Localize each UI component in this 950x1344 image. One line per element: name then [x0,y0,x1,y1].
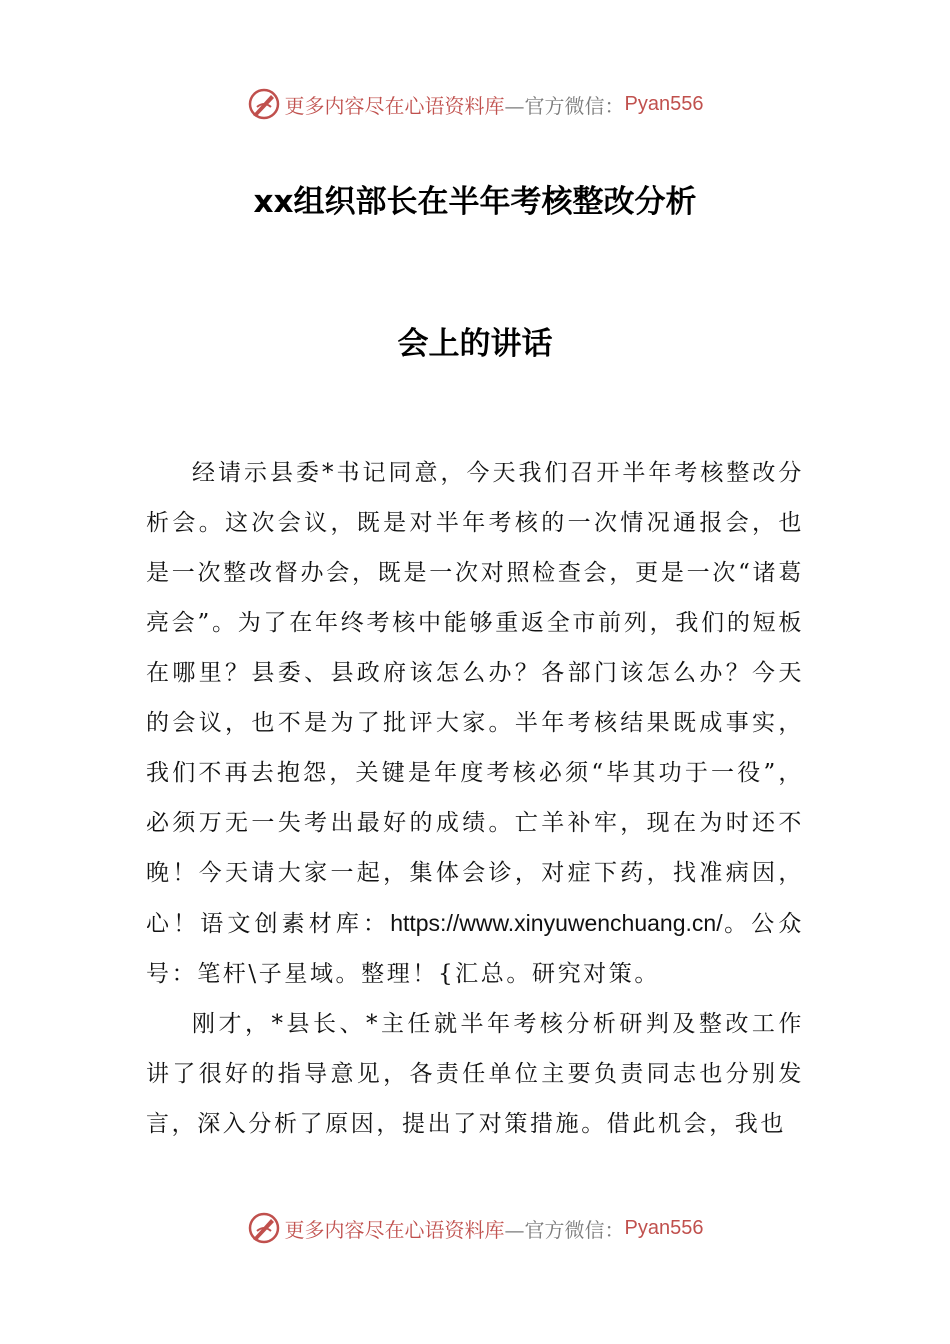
paragraph-1-tail: 。公众号：笔杆\子星域。整理！{汇总。研究对策。 [146,911,804,987]
pen-logo-icon [247,87,281,121]
banner-text-brand: 更多内容尽在心语资料库 [284,93,505,118]
banner-text-id: Pyan556 [624,92,704,115]
paragraph-1 [146,448,804,999]
banner-text-wechat: —官方微信： [504,1217,625,1242]
paragraph-1-text: 经请示县委*书记同意，今天我们召开半年考核整改分析会。这次会议，既是对半年考核的一次情况通报会，也是一次整改督办会，既是一次对照检查会，更是一次“诸葛亮会”。为了在年终考核中能够重返全市前列，我们的短板在哪里？县委、县政府该怎么办？各部门该怎么办？今天的会议，也不是为了批评大家。半年考核结果既成事实，我们不再去抱怨，关键是年度考核必须“毕其功于一役”，必须万无一失考出最好的成绩。亡羊补牢，现在为时还不晚！今天请大家一起，集体会诊，对症下药，找准病因，心！语文创素材库： [146,460,804,937]
paragraph-2: 刚才，*县长、*主任就半年考核分析研判及整改工作讲了很好的指导意见，各责任单位主要负责同志也分别发言，深入分析了原因，提出了对策措施。借此机会，我也 [146,1011,804,1137]
source-url: https://www.xinyuwenchuang.cn/ [390,910,723,936]
banner-text-id: Pyan556 [624,1216,704,1239]
document-title-line-1: xx组织部长在半年考核整改分析 [253,184,697,220]
banner-text-wechat: —官方微信： [504,93,625,118]
document-title-line-2: 会上的讲话 [397,326,553,362]
document-body [146,448,804,1149]
footer-watermark [0,1206,950,1250]
banner-text-brand: 更多内容尽在心语资料库 [284,1217,505,1242]
header-watermark [0,82,950,126]
pen-logo-icon [247,1211,281,1245]
